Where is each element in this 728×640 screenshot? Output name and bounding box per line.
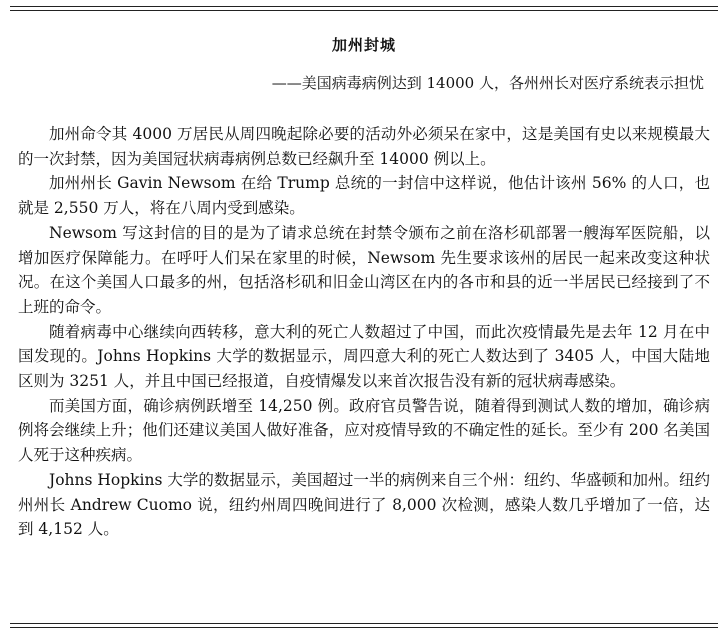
paragraph-2: 加州州长 Gavin Newsom 在给 Trump 总统的一封信中这样说，他估计该州 56% 的人口，也就是 2,550 万人，将在八周内受到感染。 — [18, 174, 710, 218]
bottom-double-rule — [10, 623, 718, 628]
article-body — [18, 122, 710, 542]
paragraph-6: Johns Hopkins 大学的数据显示，美国超过一半的病例来自三个州：纽约、华盛顿和加州。纽约州州长 Andrew Cuomo 说，纽约州周四晚间进行了 8,000 次检测，感染人数几乎增加了一倍，达到 4,152 人。 — [18, 470, 710, 539]
paragraph-5: 而美国方面，确诊病例跃增至 14,250 例。政府官员警告说，随着得到测试人数的增加，确诊病例将会继续上升；他们还建议美国人做好准备，应对疫情导致的不确定性的延长。至少有 200 名美国人死于这种疾病。 — [18, 396, 710, 465]
paragraph-1: 加州命令其 4000 万居民从周四晚起除必要的活动外必须呆在家中，这是美国有史以来规模最大的一次封禁，因为美国冠状病毒病例总数已经飙升至 14000 例以上。 — [18, 125, 710, 168]
paragraph-4: 随着病毒中心继续向西转移，意大利的死亡人数超过了中国，而此次疫情最先是去年 12 月在中国发现的。Johns Hopkins 大学的数据显示，周四意大利的死亡人数达到了 3405 人，中国大陆地区则为 3251 人，并且中国已经报道，自疫情爆发以来首次报告没有新的冠状病毒感染。 — [18, 322, 710, 391]
top-double-rule — [10, 6, 718, 11]
paragraph-3: Newsom 写这封信的目的是为了请求总统在封禁令颁布之前在洛杉矶部署一艘海军医院船，以增加医疗保障能力。在呼吁人们呆在家里的时候，Newsom 先生要求该州的居民一起来改变这种状况。在这个美国人口最多的州，包括洛杉矶和旧金山湾区在内的各市和县的近一半居民已经接到了不上班的命令。 — [18, 223, 710, 316]
article-subtitle: ——美国病毒病例达到 14000 人，各州州长对医疗系统表示担忧 — [271, 74, 704, 92]
article-title: 加州封城 — [331, 36, 396, 54]
